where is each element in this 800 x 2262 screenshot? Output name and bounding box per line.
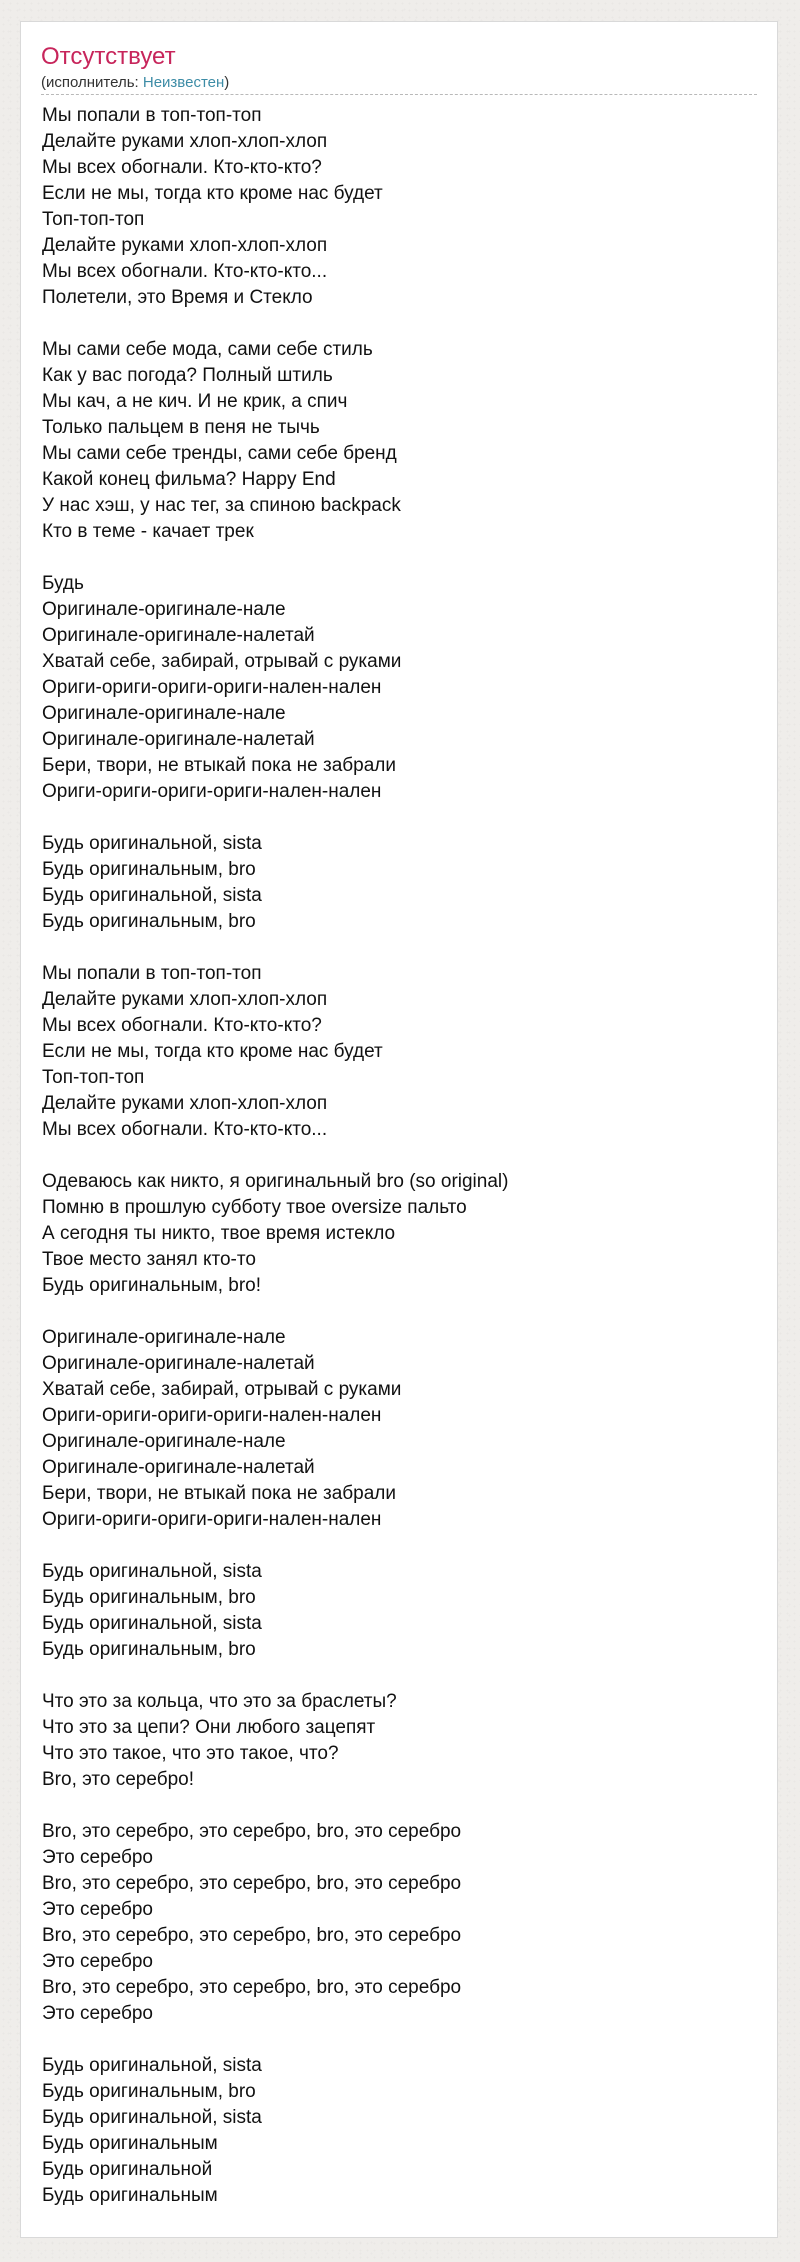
lyric-line: Что это такое, что это такое, что? — [42, 1743, 339, 1764]
lyric-line: Хватай себе, забирай, отрывай с руками — [42, 1379, 402, 1400]
lyric-line: Это серебро — [42, 1899, 153, 1920]
lyric-line: Хватай себе, забирай, отрывай с руками — [42, 651, 402, 672]
lyric-line: Будь оригинальным, bro — [42, 1587, 256, 1608]
lyric-line: Будь оригинальной, sista — [42, 885, 262, 906]
lyric-line: Топ-топ-топ — [42, 1067, 145, 1088]
lyrics-stanza — [42, 1559, 758, 1663]
song-header — [41, 42, 757, 95]
lyric-line: Оригинале-оригинале-налетай — [42, 1457, 315, 1478]
lyric-line: Как у вас погода? Полный штиль — [42, 365, 333, 386]
lyric-line: Только пальцем в пеня не тычь — [42, 417, 320, 438]
lyric-line: Это серебро — [42, 2003, 153, 2024]
lyric-line: Оригинале-оригинале-нале — [42, 599, 286, 620]
lyric-line: Мы всех обогнали. Кто-кто-кто... — [42, 1119, 328, 1140]
lyrics-stanza — [42, 571, 758, 805]
artist-link[interactable]: Неизвестен — [142, 74, 225, 91]
lyrics-card — [20, 21, 778, 2238]
lyric-line: Если не мы, тогда кто кроме нас будет — [42, 1041, 383, 1062]
lyric-line: Это серебро — [42, 1951, 153, 1972]
lyric-line: Кто в теме - качает трек — [42, 521, 254, 542]
lyric-line: Оригинале-оригинале-нале — [42, 703, 286, 724]
lyric-line: Будь оригинальной, sista — [42, 2055, 262, 2076]
lyric-line: Будь оригинальным, bro — [42, 911, 256, 932]
lyric-line: Будь оригинальной — [42, 2159, 213, 2180]
lyric-line: Полетели, это Время и Стекло — [42, 287, 313, 308]
lyric-line: Делайте руками хлоп-хлоп-хлоп — [42, 235, 328, 256]
lyric-line: А сегодня ты никто, твое время истекло — [42, 1223, 396, 1244]
lyric-line: Оригинале-оригинале-налетай — [42, 1353, 315, 1374]
lyric-line: Bro, это серебро, это серебро, bro, это серебро — [42, 1821, 462, 1842]
artist-line — [41, 74, 229, 92]
lyric-line: Будь оригинальным — [42, 2133, 218, 2154]
lyrics-stanza — [42, 103, 758, 311]
lyric-line: Ориги-ориги-ориги-ориги-нален-нален — [42, 677, 382, 698]
artist-suffix: ) — [224, 74, 230, 91]
lyric-line: Bro, это серебро, это серебро, bro, это серебро — [42, 1873, 462, 1894]
lyric-line: Если не мы, тогда кто кроме нас будет — [42, 183, 383, 204]
lyric-line: Оригинале-оригинале-налетай — [42, 625, 315, 646]
lyric-line: Мы сами себе тренды, сами себе бренд — [42, 443, 397, 464]
lyric-line: Будь оригинальным, bro — [42, 2081, 256, 2102]
lyric-line: Мы всех обогнали. Кто-кто-кто? — [42, 1015, 322, 1036]
lyrics-stanza — [42, 1819, 758, 2027]
lyrics-stanza — [42, 1325, 758, 1533]
lyric-line: Бери, твори, не втыкай пока не забрали — [42, 755, 396, 776]
lyric-line: Бери, твори, не втыкай пока не забрали — [42, 1483, 396, 1504]
lyric-line: Делайте руками хлоп-хлоп-хлоп — [42, 131, 328, 152]
song-title: Отсутствует — [41, 43, 176, 70]
lyric-line: Что это за кольца, что это за браслеты? — [42, 1691, 397, 1712]
lyrics-stanza — [42, 1169, 758, 1299]
lyric-line: Будь оригинальной, sista — [42, 833, 262, 854]
lyric-line: Ориги-ориги-ориги-ориги-нален-нален — [42, 1405, 382, 1426]
lyrics-stanza — [42, 337, 758, 545]
lyric-line: Мы всех обогнали. Кто-кто-кто... — [42, 261, 328, 282]
lyrics-stanza — [42, 2053, 758, 2209]
lyric-line: Что это за цепи? Они любого зацепят — [42, 1717, 376, 1738]
lyric-line: У нас хэш, у нас тег, за спиною backpack — [42, 495, 401, 516]
lyric-line: Мы сами себе мода, сами себе стиль — [42, 339, 373, 360]
lyric-line: Топ-топ-топ — [42, 209, 145, 230]
lyric-line: Будь оригинальным, bro! — [42, 1275, 262, 1296]
lyric-line: Будь оригинальным — [42, 2185, 218, 2206]
lyrics-body — [42, 103, 758, 2235]
lyric-line: Делайте руками хлоп-хлоп-хлоп — [42, 1093, 328, 1114]
lyric-line: Ориги-ориги-ориги-ориги-нален-нален — [42, 1509, 382, 1530]
lyric-line: Делайте руками хлоп-хлоп-хлоп — [42, 989, 328, 1010]
lyric-line: Оригинале-оригинале-налетай — [42, 729, 315, 750]
lyric-line: Bro, это серебро, это серебро, bro, это серебро — [42, 1925, 462, 1946]
lyric-line: Мы всех обогнали. Кто-кто-кто? — [42, 157, 322, 178]
lyrics-stanza — [42, 831, 758, 935]
lyric-line: Мы кач, а не кич. И не крик, а спич — [42, 391, 348, 412]
lyric-line: Будь оригинальным, bro — [42, 859, 256, 880]
lyric-line: Будь оригинальной, sista — [42, 1561, 262, 1582]
lyric-line: Bro, это серебро, это серебро, bro, это серебро — [42, 1977, 462, 1998]
lyric-line: Одеваюсь как никто, я оригинальный bro (so original) — [42, 1171, 509, 1192]
artist-prefix: (исполнитель: — [41, 74, 143, 91]
lyric-line: Помню в прошлую субботу твое oversize пальто — [42, 1197, 467, 1218]
lyrics-stanza — [42, 1689, 758, 1793]
lyrics-stanza — [42, 961, 758, 1143]
lyric-line: Оригинале-оригинале-нале — [42, 1327, 286, 1348]
lyric-line: Это серебро — [42, 1847, 153, 1868]
lyric-line: Будь оригинальным, bro — [42, 1639, 256, 1660]
lyric-line: Мы попали в топ-топ-топ — [42, 963, 262, 984]
lyric-line: Будь оригинальной, sista — [42, 2107, 262, 2128]
lyric-line: Будь — [42, 573, 84, 594]
lyric-line: Будь оригинальной, sista — [42, 1613, 262, 1634]
lyric-line: Оригинале-оригинале-нале — [42, 1431, 286, 1452]
lyric-line: Bro, это серебро! — [42, 1769, 195, 1790]
lyric-line: Мы попали в топ-топ-топ — [42, 105, 262, 126]
lyric-line: Ориги-ориги-ориги-ориги-нален-нален — [42, 781, 382, 802]
lyric-line: Какой конец фильма? Happy End — [42, 469, 336, 490]
lyric-line: Твое место занял кто-то — [42, 1249, 256, 1270]
